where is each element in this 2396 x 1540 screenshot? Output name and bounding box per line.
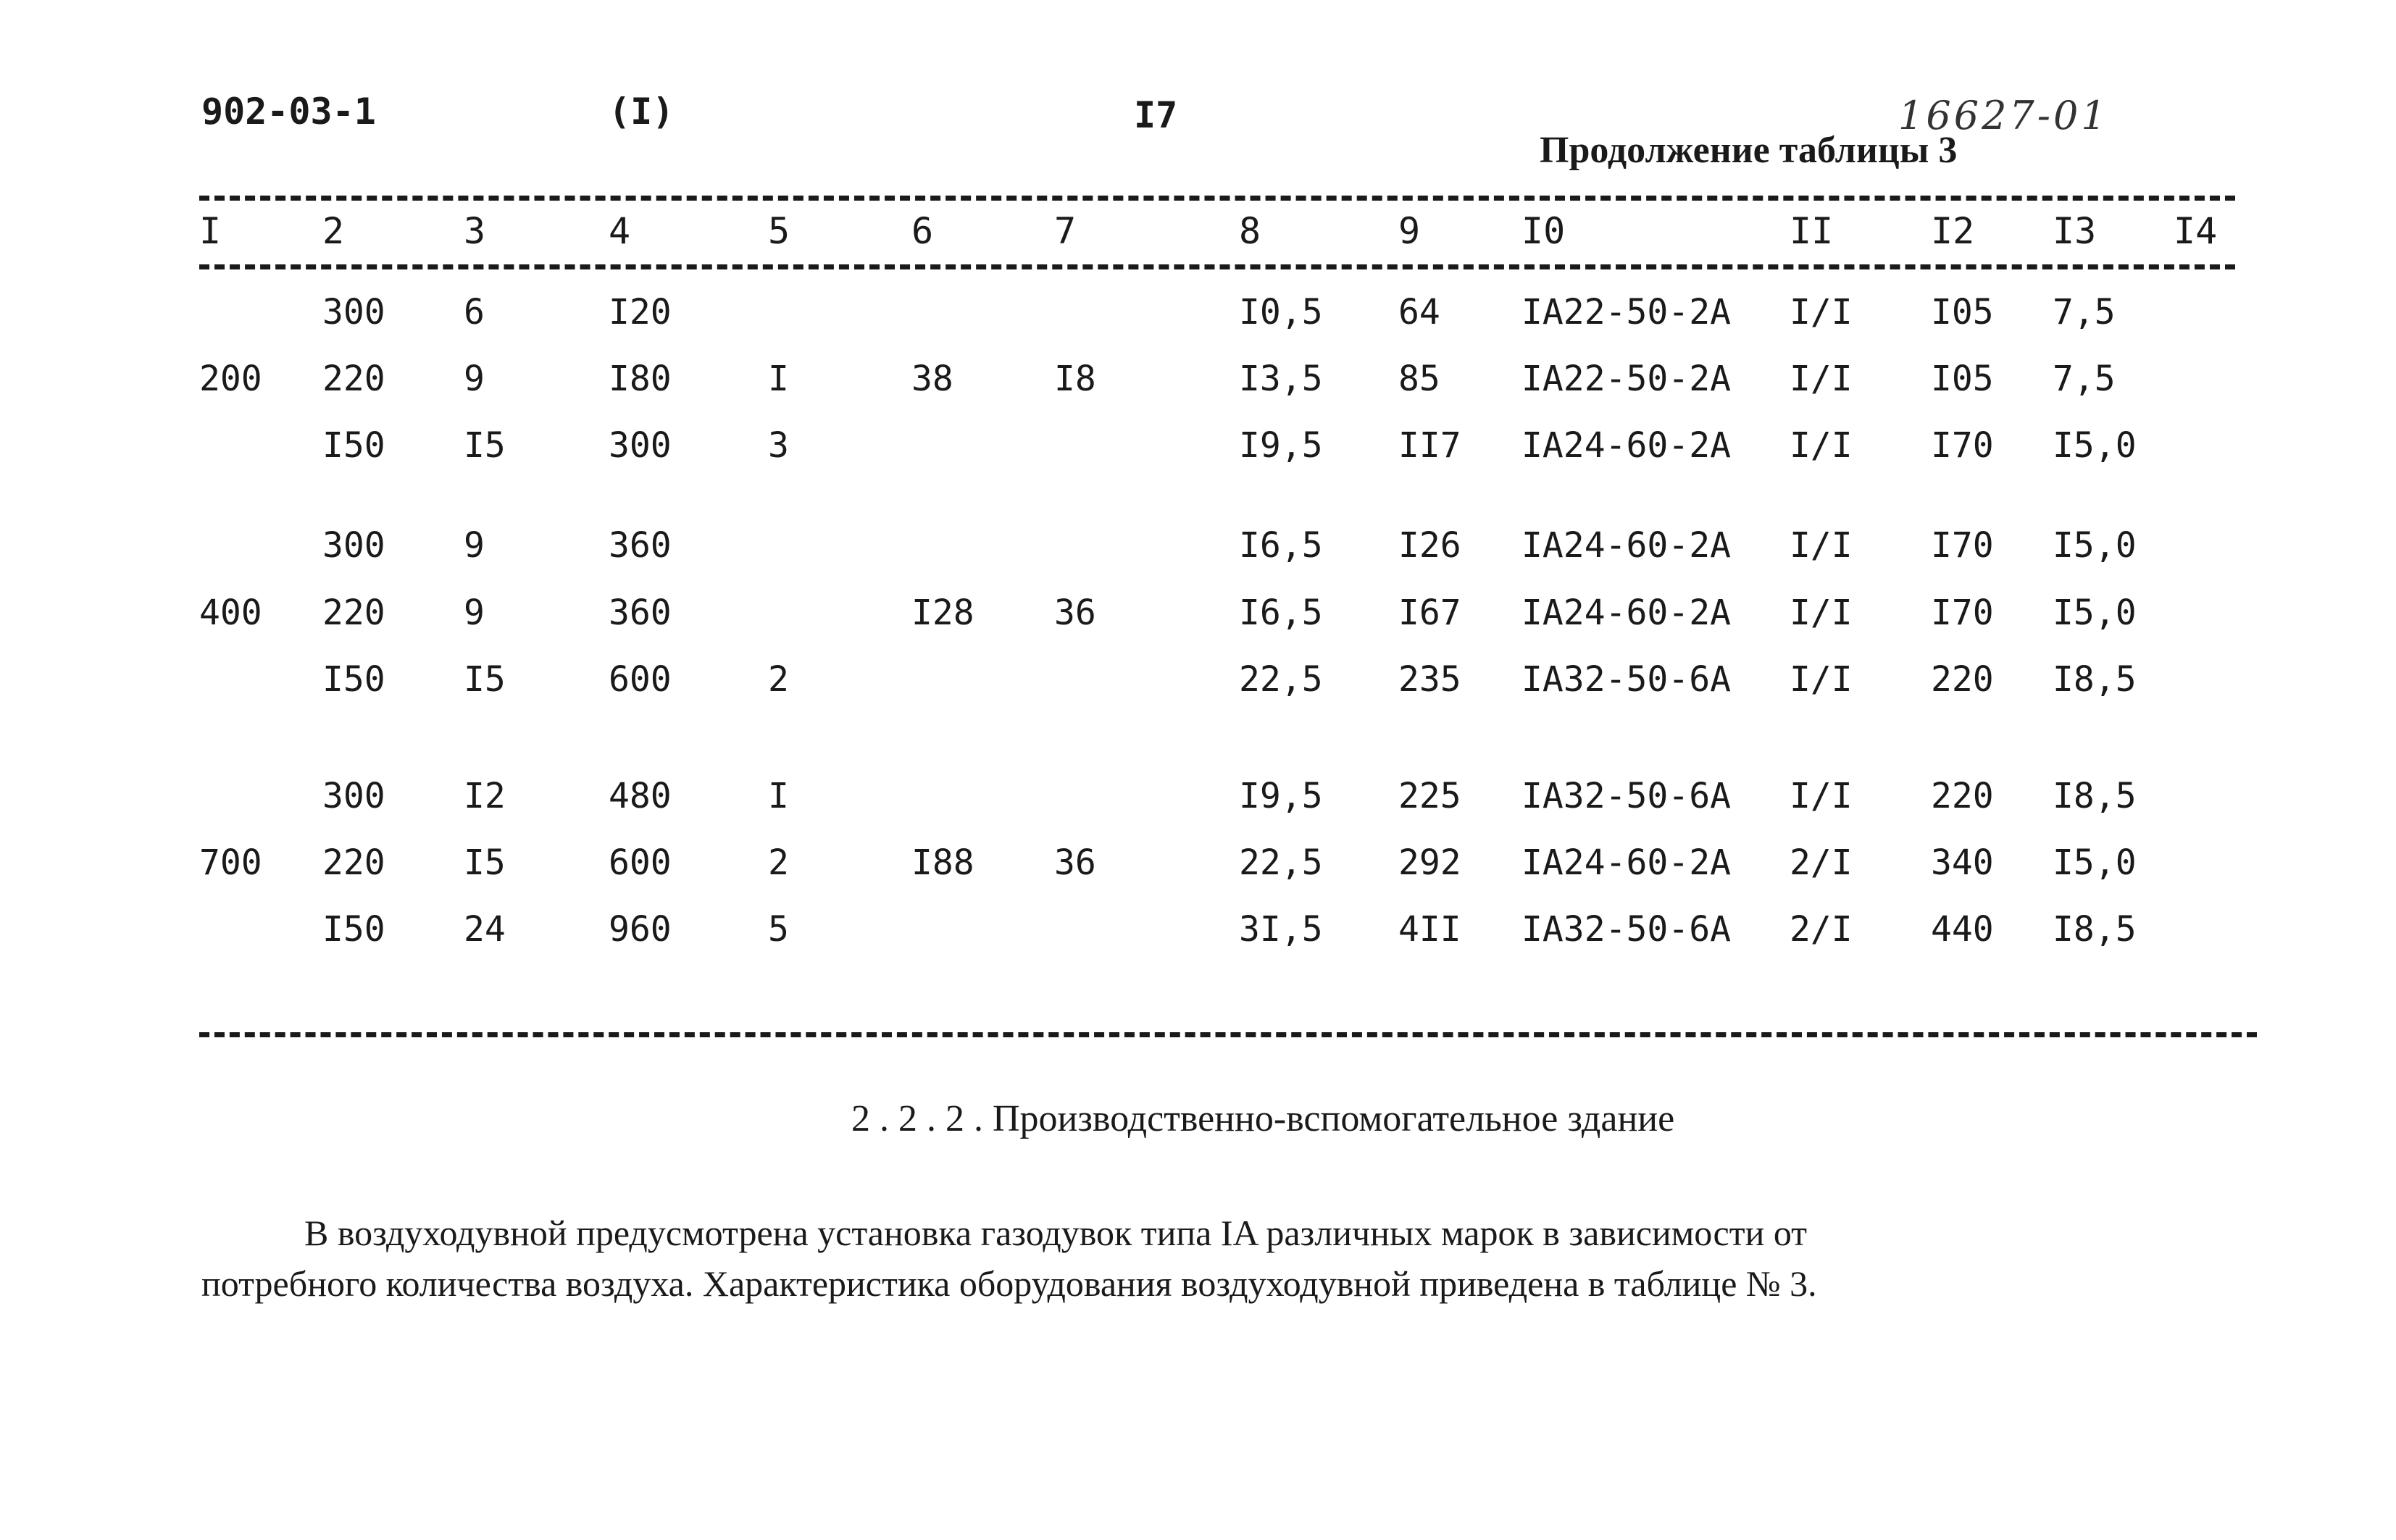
table-cell: 300 (322, 525, 385, 566)
table-cell: IA32-50-6A (1521, 776, 1731, 816)
table-cell: 220 (322, 593, 385, 633)
column-header: I4 (2174, 210, 2218, 252)
table-cell: I80 (609, 359, 672, 399)
table-cell: I8,5 (2053, 659, 2137, 700)
table-cell: 2 (768, 659, 789, 700)
column-header: 3 (464, 210, 486, 252)
table-cell: I9,5 (1239, 776, 1323, 816)
table-cell: IA24-60-2A (1521, 425, 1731, 466)
table-cell: I3,5 (1239, 359, 1323, 399)
table-cell: 480 (609, 776, 672, 816)
table-cell: 24 (464, 909, 506, 950)
table-cell: 5 (768, 909, 789, 950)
table-bottom-rule (199, 1032, 2257, 1037)
column-header: 2 (322, 210, 345, 252)
table-cell: I/I (1790, 292, 1853, 332)
table-cell: 220 (322, 359, 385, 399)
column-header: I (199, 210, 222, 252)
table-cell: I70 (1931, 593, 1994, 633)
table-cell: I50 (322, 425, 385, 466)
column-header: I2 (1931, 210, 1975, 252)
table-cell: I5,0 (2053, 425, 2137, 466)
table-cell: 340 (1931, 842, 1994, 883)
table-cell: I6,5 (1239, 525, 1323, 566)
table-cell: IA32-50-6A (1521, 909, 1731, 950)
table-cell: 3 (768, 425, 789, 466)
table-cell: I5,0 (2053, 593, 2137, 633)
table-cell: 600 (609, 842, 672, 883)
paragraph-line: В воздуходувной предусмотрена установка газодувок типа IA различных марок в зависимости от (304, 1213, 1808, 1253)
table-cell: 2/I (1790, 909, 1853, 950)
table-cell: IA22-50-2A (1521, 292, 1731, 332)
table-cell: I/I (1790, 525, 1853, 566)
table-header-rule (199, 264, 2235, 269)
table-cell: 220 (1931, 659, 1994, 700)
table-cell: I26 (1398, 525, 1461, 566)
table-cell: 9 (464, 525, 485, 566)
column-header: 5 (768, 210, 790, 252)
paragraph-line: потребного количества воздуха. Характеристика оборудования воздуходувной приведена в таблице № 3. (201, 1263, 1817, 1304)
table-cell: 7,5 (2053, 292, 2116, 332)
table-cell: I6,5 (1239, 593, 1323, 633)
table-cell: I9,5 (1239, 425, 1323, 466)
group-value: I8 (1054, 359, 1096, 399)
table-cell: I/I (1790, 659, 1853, 700)
table-cell: I/I (1790, 359, 1853, 399)
table-cell: I5 (464, 425, 506, 466)
table-cell: I50 (322, 909, 385, 950)
table-cell: I5 (464, 659, 506, 700)
table-cell: 85 (1398, 359, 1440, 399)
table-cell: 9 (464, 593, 485, 633)
table-cell: I8,5 (2053, 776, 2137, 816)
table-cell: I70 (1931, 525, 1994, 566)
table-cell: 6 (464, 292, 485, 332)
section-heading: 2 . 2 . 2 . Производственно-вспомогательное здание (851, 1098, 1675, 1139)
table-cell: 220 (1931, 776, 1994, 816)
table-cell: 300 (322, 776, 385, 816)
column-header: 8 (1239, 210, 1261, 252)
table-cell: IA24-60-2A (1521, 593, 1731, 633)
column-header: 4 (609, 210, 631, 252)
table-cell: I0,5 (1239, 292, 1323, 332)
table-cell: I/I (1790, 776, 1853, 816)
table-cell: I20 (609, 292, 672, 332)
table-cell: I5,0 (2053, 842, 2137, 883)
table-cell: 2/I (1790, 842, 1853, 883)
table-cell: 300 (322, 292, 385, 332)
table-cell: IA24-60-2A (1521, 525, 1731, 566)
column-header: 6 (911, 210, 934, 252)
column-header: I0 (1521, 210, 1566, 252)
table-cell: 440 (1931, 909, 1994, 950)
table-cell: 960 (609, 909, 672, 950)
table-cell: I50 (322, 659, 385, 700)
album-number: (I) (609, 91, 675, 133)
table-cell: I05 (1931, 292, 1994, 332)
table-cell: I67 (1398, 593, 1461, 633)
column-header: 7 (1054, 210, 1077, 252)
table-continuation-caption: Продолжение таблицы 3 (1540, 130, 1958, 171)
group-value: 36 (1054, 593, 1096, 633)
table-cell: I5 (464, 842, 506, 883)
table-cell: I2 (464, 776, 506, 816)
table-cell: 220 (322, 842, 385, 883)
table-cell: IA22-50-2A (1521, 359, 1731, 399)
group-capacity: 200 (199, 359, 262, 399)
table-cell: 300 (609, 425, 672, 466)
table-cell: 360 (609, 525, 672, 566)
table-cell: 4II (1398, 909, 1461, 950)
table-cell: 292 (1398, 842, 1461, 883)
page-number: I7 (1134, 94, 1178, 136)
table-top-rule (199, 196, 2235, 201)
table-cell: 9 (464, 359, 485, 399)
table-cell: I/I (1790, 425, 1853, 466)
document-code: 902-03-1 (201, 91, 376, 133)
table-cell: II7 (1398, 425, 1461, 466)
table-cell: 7,5 (2053, 359, 2116, 399)
column-header: I3 (2053, 210, 2097, 252)
group-value: 38 (911, 359, 953, 399)
table-cell: I/I (1790, 593, 1853, 633)
table-cell: I05 (1931, 359, 1994, 399)
table-cell: 3I,5 (1239, 909, 1323, 950)
column-header: 9 (1398, 210, 1421, 252)
table-cell: 235 (1398, 659, 1461, 700)
group-capacity: 700 (199, 842, 262, 883)
group-value: I28 (911, 593, 974, 633)
table-cell: 64 (1398, 292, 1440, 332)
table-cell: I (768, 359, 789, 399)
table-cell: 600 (609, 659, 672, 700)
group-value: I88 (911, 842, 974, 883)
group-value: 36 (1054, 842, 1096, 883)
group-capacity: 400 (199, 593, 262, 633)
table-cell: 22,5 (1239, 659, 1323, 700)
handwritten-stamp: 16627-01 (1898, 93, 2109, 138)
column-header: II (1790, 210, 1834, 252)
table-cell: 225 (1398, 776, 1461, 816)
table-cell: 360 (609, 593, 672, 633)
table-cell: I (768, 776, 789, 816)
table-cell: IA32-50-6A (1521, 659, 1731, 700)
table-cell: IA24-60-2A (1521, 842, 1731, 883)
table-cell: I5,0 (2053, 525, 2137, 566)
table-cell: 22,5 (1239, 842, 1323, 883)
table-cell: 2 (768, 842, 789, 883)
table-cell: I70 (1931, 425, 1994, 466)
table-cell: I8,5 (2053, 909, 2137, 950)
